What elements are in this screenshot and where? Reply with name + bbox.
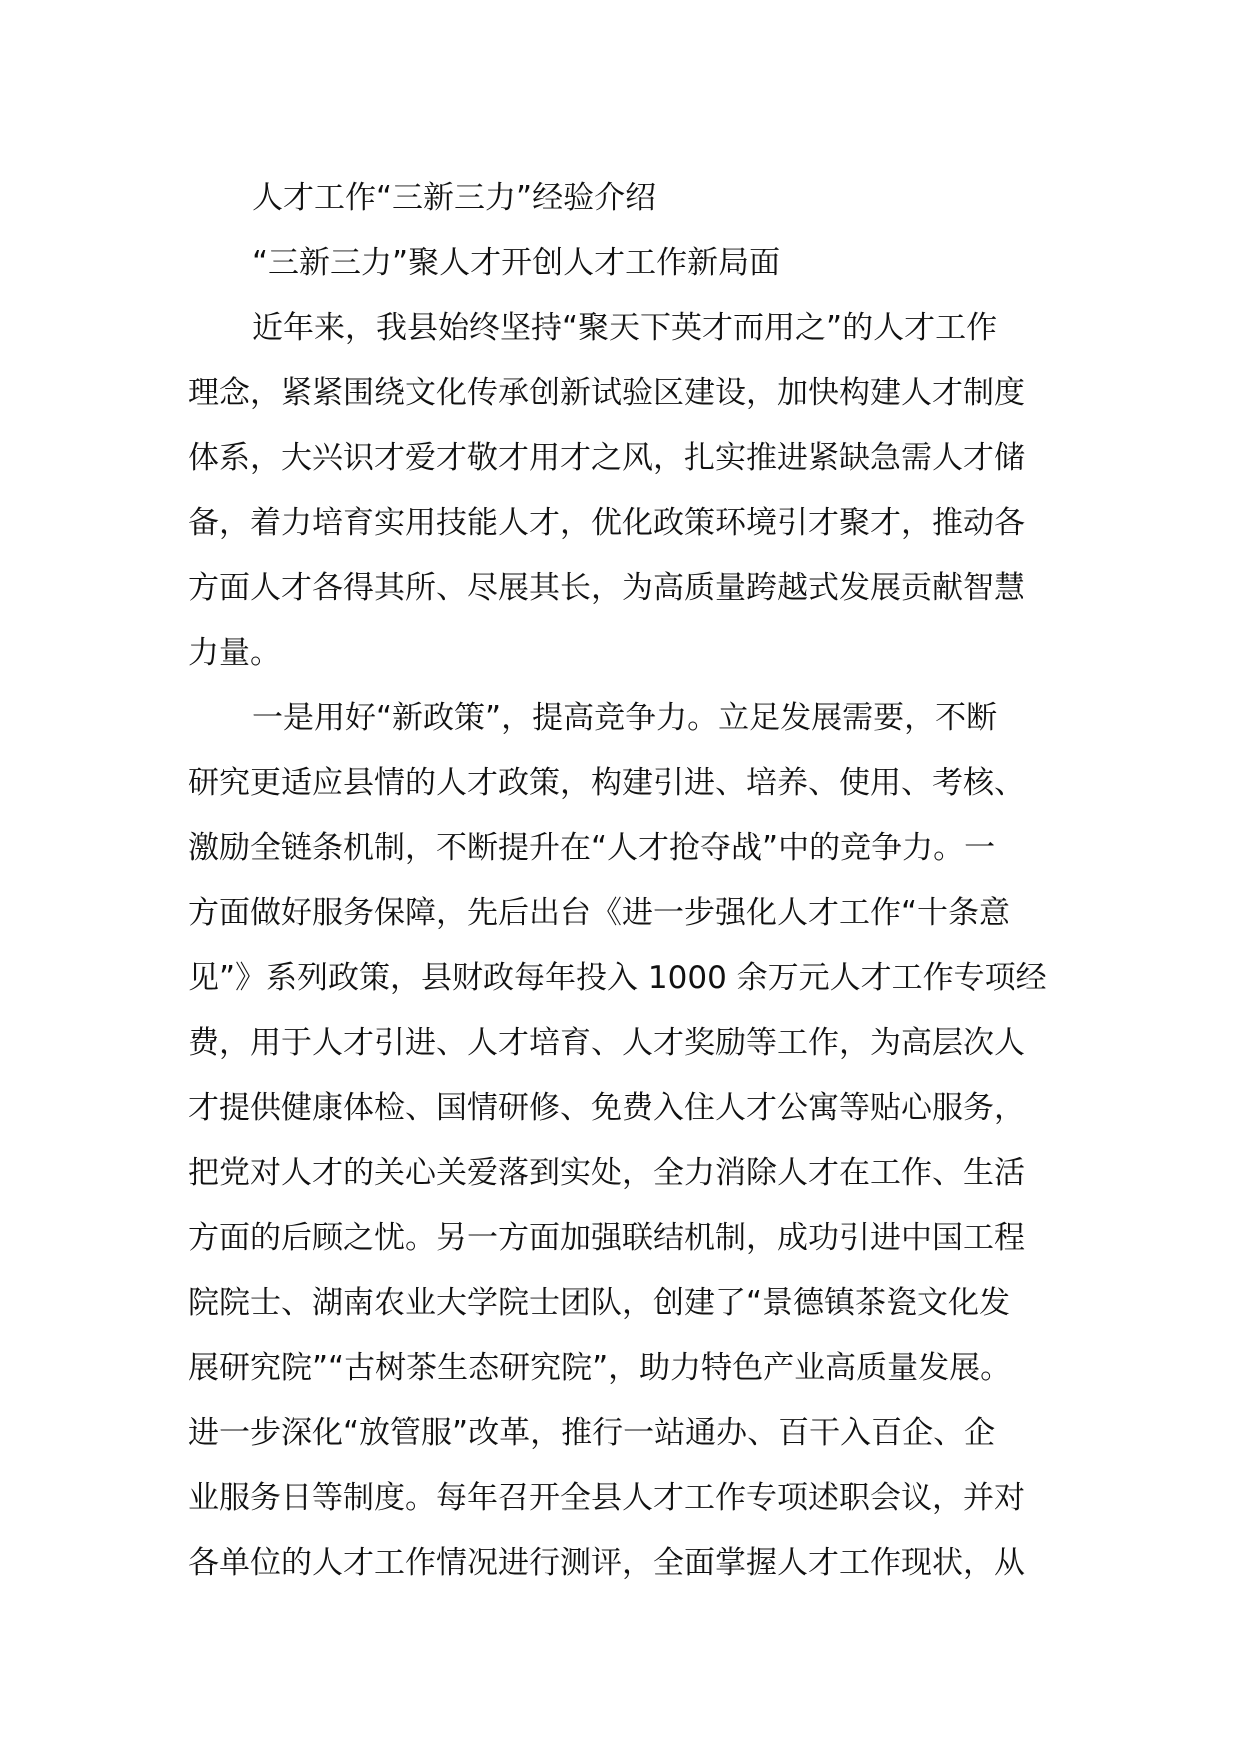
paragraph-line: 方面的后顾之忧。另一方面加强联结机制，成功引进中国工程: [188, 1220, 1025, 1256]
paragraph-intro: [188, 296, 1068, 686]
paragraph-line: 力量。: [188, 635, 281, 671]
paragraph-line: 费，用于人才引进、人才培育、人才奖励等工作，为高层次人: [188, 1025, 1025, 1061]
paragraph-line: 激励全链条机制，不断提升在“人才抢夺战”中的竞争力。一: [188, 830, 996, 866]
document-body: [188, 166, 1068, 1596]
paragraph-line: 一是用好“新政策”，提高竞争力。立足发展需要，不断: [252, 700, 998, 736]
paragraph-new-policy: [188, 686, 1068, 1596]
paragraph-line: 近年来，我县始终坚持“聚天下英才而用之”的人才工作: [252, 310, 998, 346]
document-subheading: “三新三力”聚人才开创人才工作新局面: [252, 245, 781, 281]
paragraph-line: 才提供健康体检、国情研修、免费入住人才公寓等贴心服务，: [188, 1090, 1025, 1126]
paragraph-line: 方面做好服务保障，先后出台《进一步强化人才工作“十条意: [188, 895, 1011, 931]
paragraph-line: 把党对人才的关心关爱落到实处，全力消除人才在工作、生活: [188, 1155, 1025, 1191]
paragraph-line: 研究更适应县情的人才政策，构建引进、培养、使用、考核、: [188, 765, 1025, 801]
paragraph-line: 方面人才各得其所、尽展其长，为高质量跨越式发展贡献智慧: [188, 570, 1025, 606]
paragraph-line: 体系，大兴识才爱才敬才用才之风，扎实推进紧缺急需人才储: [188, 440, 1025, 476]
paragraph-line: 各单位的人才工作情况进行测评，全面掌握人才工作现状，从: [188, 1545, 1025, 1581]
document-heading: 人才工作“三新三力”经验介绍: [252, 180, 657, 216]
paragraph-line: 见”》系列政策，县财政每年投入 1000 余万元人才工作专项经: [188, 960, 1047, 996]
paragraph-line: 业服务日等制度。每年召开全县人才工作专项述职会议，并对: [188, 1480, 1025, 1516]
paragraph-line: 展研究院”“古树茶生态研究院”，助力特色产业高质量发展。: [188, 1350, 1012, 1386]
paragraph-line: 进一步深化“放管服”改革，推行一站通办、百干入百企、企: [188, 1415, 996, 1451]
paragraph-line: 理念，紧紧围绕文化传承创新试验区建设，加快构建人才制度: [188, 375, 1025, 411]
paragraph-line: 院院士、湖南农业大学院士团队，创建了“景德镇茶瓷文化发: [188, 1285, 1011, 1321]
paragraph-line: 备，着力培育实用技能人才，优化政策环境引才聚才，推动各: [188, 505, 1025, 541]
